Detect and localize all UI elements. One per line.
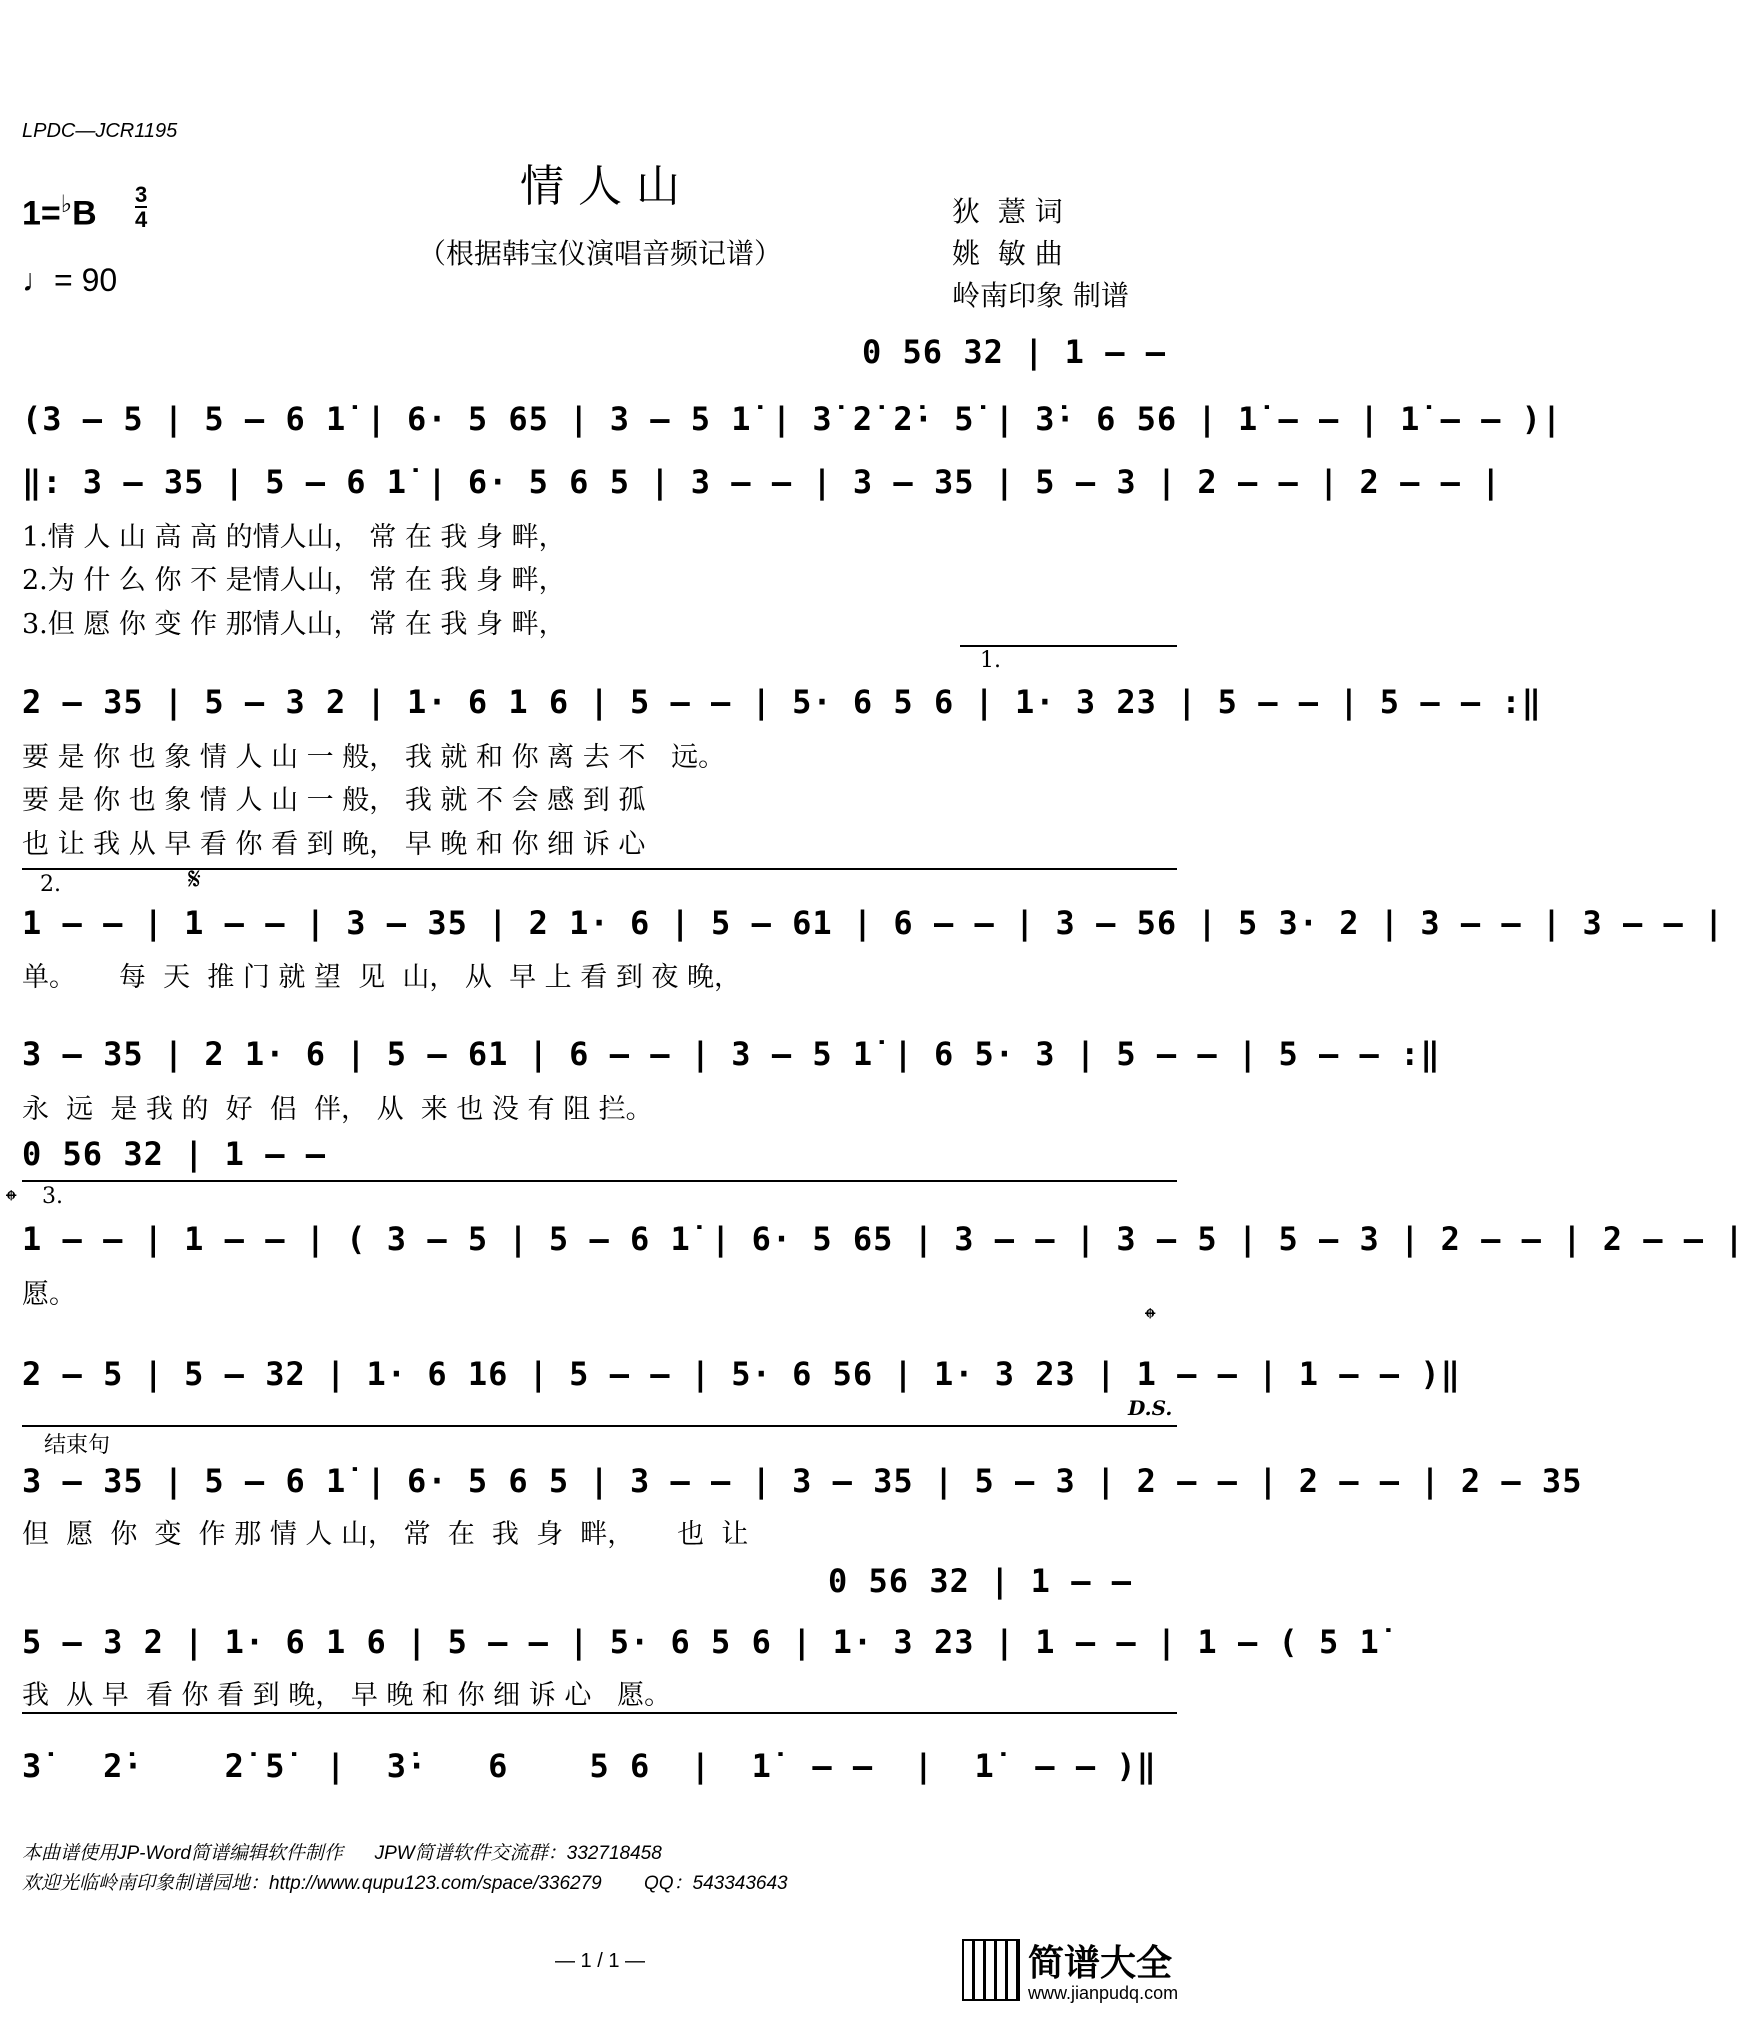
lyric-line: 1.情 人 山 高 高 的情人山， 常 在 我 身 畔，	[22, 522, 566, 553]
score-code: LPDC—JCR1195	[22, 120, 178, 142]
page-number: — 1 / 1 —	[554, 1950, 646, 1972]
music-line: 5 – 3 2 | 1· 6 1 6 | 5 – – | 5· 6 5 6 | 1· 3 23 | 1 – – | 1 – ( 5 1̇	[22, 1623, 1380, 1661]
lyric-line: 单。 每 天 推 门 就 望 见 山， 从 早 上 看 到 夜 晚，	[22, 962, 741, 993]
ending-section-label: 结束句	[44, 1433, 111, 1458]
ending-label: 1.	[980, 648, 1001, 673]
footer-line: 本曲谱使用JP-Word简谱编辑软件制作 JPW简谱软件交流群：332718458	[22, 1843, 662, 1864]
meter-bottom: 4	[135, 207, 148, 232]
lyric-line: 我 从 早 看 你 看 到 晚， 早 晚 和 你 细 诉 心 愿。	[22, 1680, 672, 1711]
lyric-line: 2.为 什 么 你 不 是情人山， 常 在 我 身 畔，	[22, 565, 566, 596]
arranger-credit: 岭南印象 制谱	[952, 279, 1129, 312]
piano-keys-icon	[962, 1939, 1020, 2001]
volta-bracket	[22, 1180, 1177, 1182]
lyric-line: 要 是 你 也 象 情 人 山 一 般， 我 就 和 你 离 去 不 远。	[22, 742, 726, 773]
ending-label: 2.	[40, 872, 61, 897]
music-line: (3 – 5 | 5 – 6 1̇ | 6· 5 65 | 3 – 5 1̇ | 3̇ 2̇ 2̇· 5̇ | 3̇· 6 56 | 1̇ – – | 1̇ – – )|	[22, 400, 1563, 438]
logo-url: www.jianpudq.com	[1028, 1983, 1179, 2003]
lyric-line: 但 愿 你 变 作 那 情 人 山， 常 在 我 身 畔， 也 让	[22, 1519, 749, 1550]
footer-line: 欢迎光临岭南印象制谱园地：http://www.qupu123.com/space/336279 QQ：543343643	[22, 1873, 788, 1894]
music-line: 3 – 35 | 2 1· 6 | 5 – 61 | 6 – – | 3 – 5 1̇ | 6 5· 3 | 5 – – | 5 – – :‖	[22, 1035, 1441, 1073]
pickup-line: 0 56 32 | 1 – –	[22, 1135, 326, 1173]
key-prefix: 1=	[22, 194, 61, 233]
pickup-line: 0 56 32 | 1 – –	[828, 1562, 1132, 1600]
tempo-marking: ♩= 90	[22, 262, 118, 298]
lyric-line: 也 让 我 从 早 看 你 看 到 晚， 早 晚 和 你 细 诉 心	[22, 829, 646, 860]
lyric-line: 3.但 愿 你 变 作 那情人山， 常 在 我 身 畔，	[22, 609, 566, 640]
coda-bracket	[22, 1425, 1177, 1427]
meter-top: 3	[135, 182, 148, 207]
section-divider	[22, 1712, 1177, 1714]
coda-icon: 𝄌	[6, 1184, 17, 1219]
flat-symbol: ♭	[60, 191, 73, 218]
coda-icon: 𝄌	[1145, 1302, 1156, 1337]
site-logo	[962, 1935, 1184, 2009]
lyric-line: 要 是 你 也 象 情 人 山 一 般， 我 就 不 会 感 到 孤	[22, 785, 646, 816]
pickup-line: 0 56 32 | 1 – –	[862, 333, 1166, 371]
music-line: 3 – 35 | 5 – 6 1̇ | 6· 5 6 5 | 3 – – | 3 – 35 | 5 – 3 | 2 – – | 2 – – | 2 – 35	[22, 1462, 1583, 1500]
lyric-line: 愿。	[22, 1279, 76, 1310]
music-line: 2 – 5 | 5 – 32 | 1· 6 16 | 5 – – | 5· 6 56 | 1· 3 23 | 1 – – | 1 – – )‖	[22, 1355, 1461, 1393]
segno-icon: 𝄋	[188, 862, 201, 897]
song-subtitle: （根据韩宝仪演唱音频记谱）	[417, 237, 782, 270]
song-title: 情 人 山	[520, 161, 680, 212]
lyric-line: 永 远 是 我 的 好 侣 伴， 从 来 也 没 有 阻 拦。	[22, 1094, 653, 1125]
volta-bracket	[960, 645, 1177, 647]
ending-label: 3.	[42, 1184, 63, 1209]
music-line: 3̇ 2̇· 2̇ 5̇ | 3̇· 6 5 6 | 1̇ – – | 1̇ – – )‖	[22, 1747, 1157, 1785]
music-line: 2 – 35 | 5 – 3 2 | 1· 6 1 6 | 5 – – | 5· 6 5 6 | 1· 3 23 | 5 – – | 5 – – :‖	[22, 683, 1542, 721]
time-signature	[135, 183, 147, 231]
ds-marking: D.S.	[1128, 1396, 1173, 1420]
composer-credit: 姚 敏 曲	[952, 237, 1063, 270]
music-line: ‖: 3 – 35 | 5 – 6 1̇ | 6· 5 6 5 | 3 – – | 3 – 35 | 5 – 3 | 2 – – | 2 – – |	[22, 463, 1502, 501]
key-signature	[22, 190, 97, 233]
logo-name: 简谱大全	[1028, 1943, 1173, 1984]
music-line: 1 – – | 1 – – | ( 3 – 5 | 5 – 6 1̇ | 6· 5 65 | 3 – – | 3 – 5 | 5 – 3 | 2 – – | 2 – – |	[22, 1220, 1745, 1258]
music-line: 1 – – | 1 – – | 3 – 35 | 2 1· 6 | 5 – 61 | 6 – – | 3 – 56 | 5 3· 2 | 3 – – | 3 – – |	[22, 904, 1725, 942]
key-note: B	[72, 194, 97, 233]
lyricist-credit: 狄 薏 词	[952, 195, 1063, 228]
